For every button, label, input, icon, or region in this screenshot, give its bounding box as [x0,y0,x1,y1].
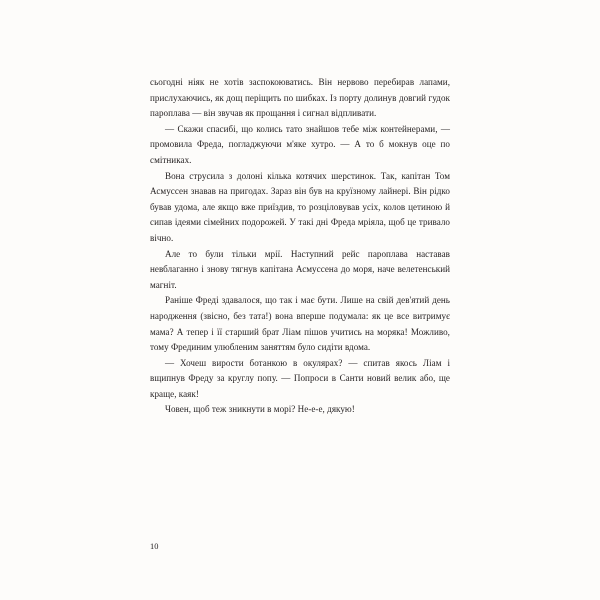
paragraph: Човен, щоб теж зникнути в морі? Не-е-е, дякую! [165,404,355,415]
body-text-column [150,75,450,418]
page-number: 10 [150,542,159,551]
paragraph: — Хочеш вирости ботанкою в окулярах? — спитав якось Ліам і вщипнув Фреду за круглу попу. — Попроси в Санти новий велик або, ще краще, каяк! [150,357,450,399]
paragraph: Раніше Фреді здавалося, що так і має бути. Лише на свій дев'ятий день народження (звісно, без тата!) вона вперше подумала: як це все витримує мама? А тепер і її старший брат Ліам пішов учитись на моряка! Можливо, тому Фрединим улюбленим заняттям було сидіти вдома. [150,295,450,353]
paragraph: Вона струсила з долоні кілька котячих шерстинок. Так, капітан Том Асмуссен знавав на пригодах. Зараз він був на круїзному лайнері. Він рідко бував удома, але якщо вже приїздив, то розціловував усіх, колов цетиною й сипав ідеями сімейних подорожей. У такі дні Фреда мріяла, щоб це тривало вічно. [150,170,450,243]
paragraph: Але то були тільки мрії. Наступний рейс пароплава наставав невблаганно і знову тягнув капітана Асмуссена до моря, наче велетенський магніт. [150,248,450,290]
paragraph: — Скажи спасибі, що колись тато знайшов тебе між контейнерами, — промовила Фреда, погладжуючи м'яке хутро. — А то б мокнув оце по смітниках. [150,123,450,165]
paragraph: сьогодні ніяк не хотів заспокоюватись. Він нервово перебирав лапами, прислухаючись, як дощ періщить по шибках. Із порту долинув довгий гудок пароплава — він звучав як прощання і сигнал відпливати. [150,77,450,119]
